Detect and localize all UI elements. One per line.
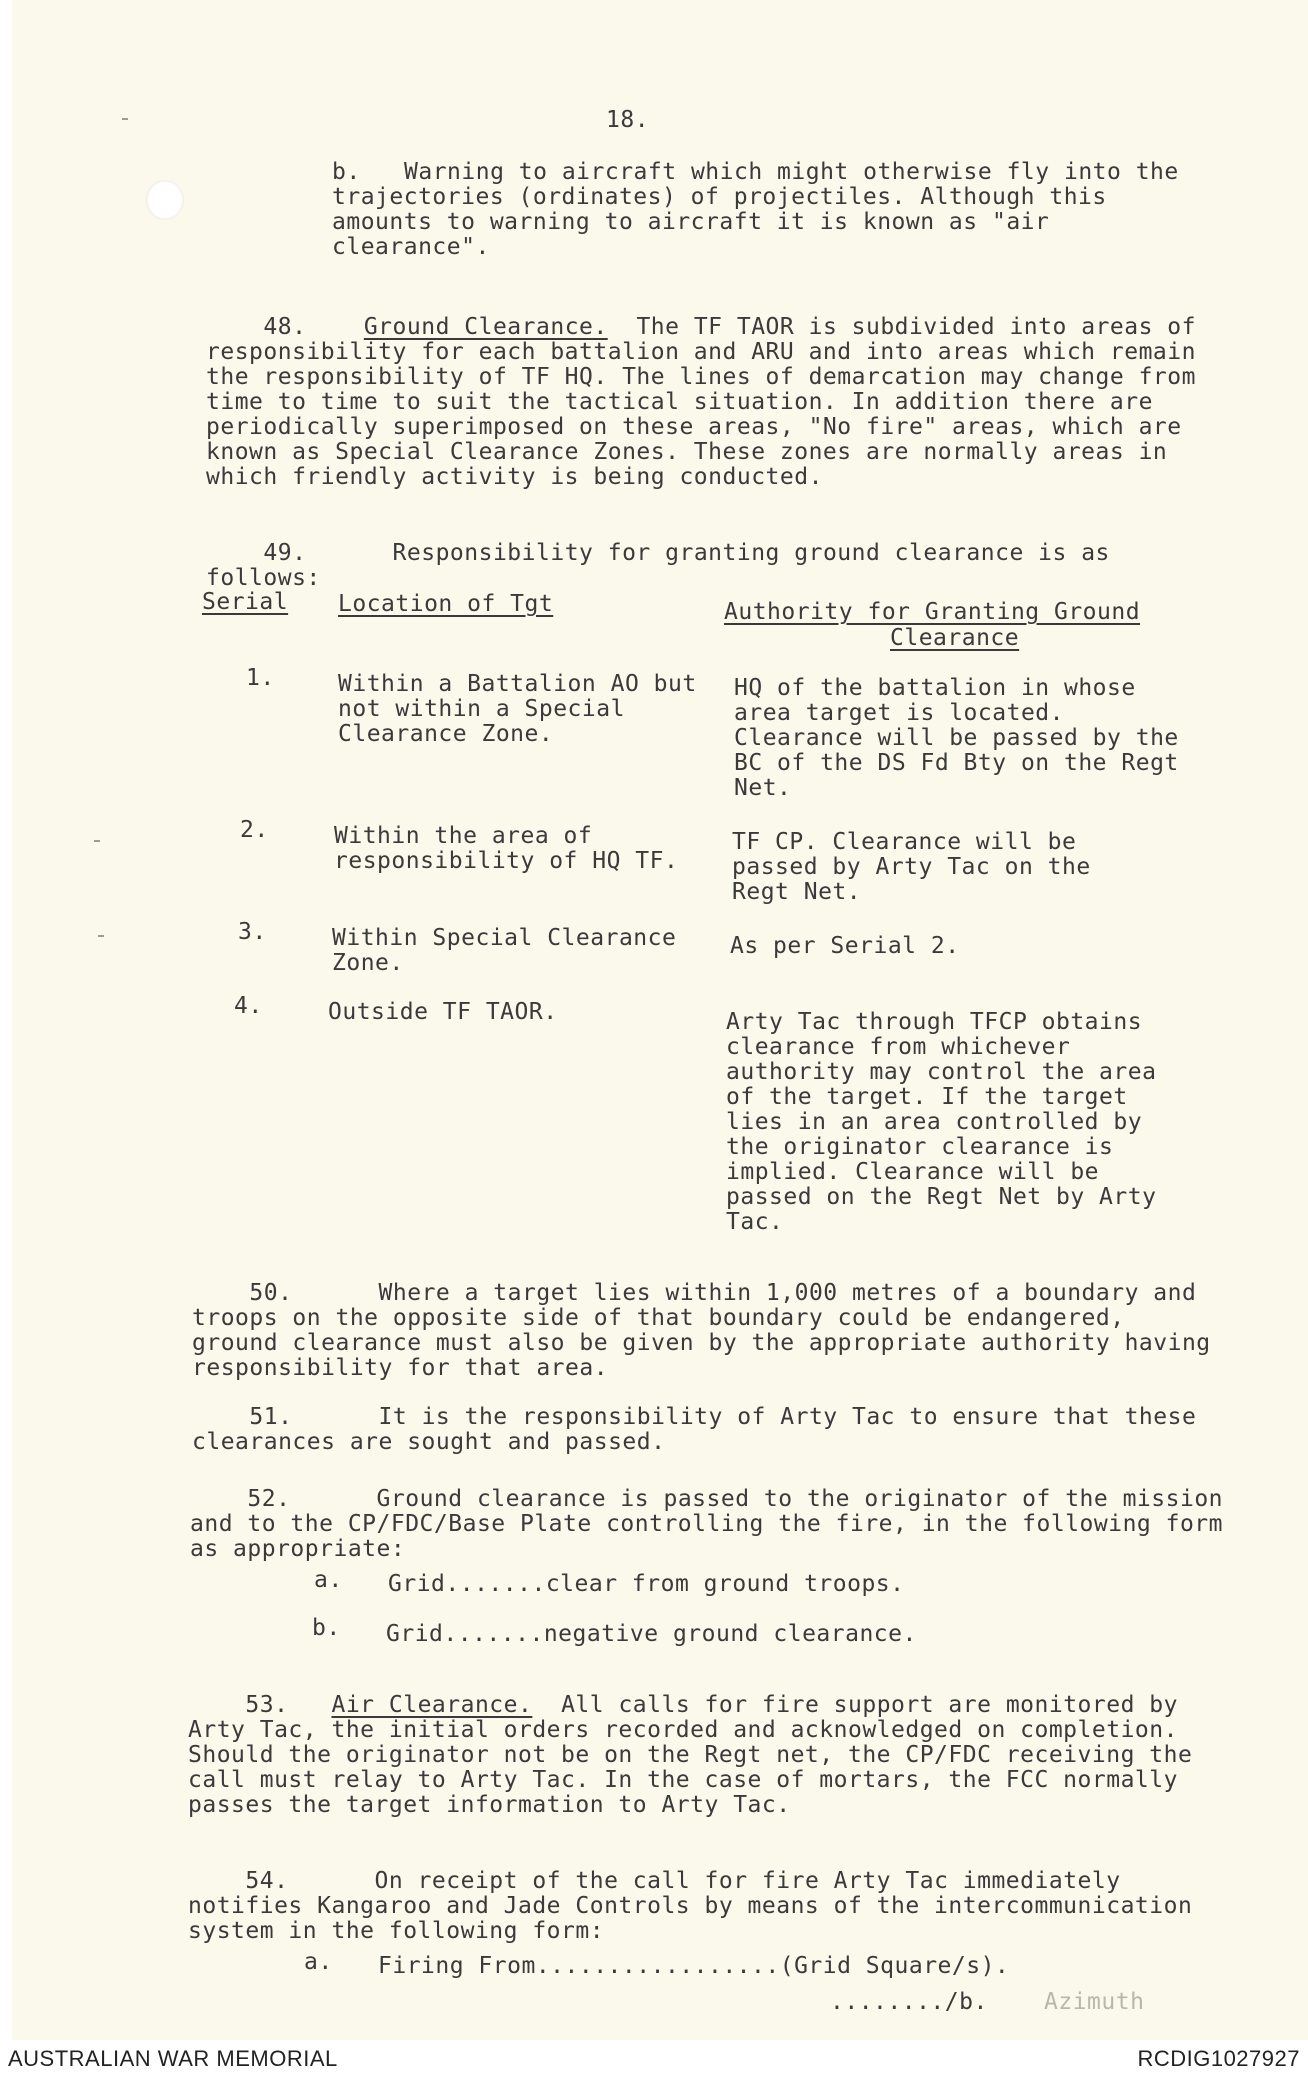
document-page xyxy=(12,0,1308,2040)
para-48-number: 48. xyxy=(263,314,307,340)
para-48 xyxy=(206,290,1216,515)
row-serial: 3. xyxy=(238,919,267,945)
para-50-text: Where a target lies within 1,000 metres of a boundary and troops on the opposite side of that boundary could be endangered, ground clearance must also be given by the appropriate authority having responsibility for that area. xyxy=(192,1280,1226,1381)
row-serial: 4. xyxy=(234,993,263,1019)
header-authority-2: Clearance xyxy=(890,625,1020,651)
page-mark xyxy=(122,118,128,120)
para-53-heading: Air Clearance. xyxy=(331,1692,533,1718)
row-location: Within a Battalion AO but not within a Special Clearance Zone. xyxy=(338,671,712,747)
para-52-text: Ground clearance is passed to the originator of the mission and to the CP/FDC/Base Plate controlling the fire, in the following form as appropriate: xyxy=(190,1486,1238,1562)
row-serial: 1. xyxy=(246,665,275,691)
footer-source: AUSTRALIAN WAR MEMORIAL xyxy=(8,2046,338,2071)
row-location: Outside TF TAOR. xyxy=(328,999,558,1025)
para-50-number: 50. xyxy=(249,1280,293,1306)
para-51-number: 51. xyxy=(249,1404,293,1430)
para-54 xyxy=(188,1844,1218,1969)
para-52-number: 52. xyxy=(247,1486,291,1512)
continuation-marker: ......../b. xyxy=(830,1989,988,2015)
para-54-item-a-label: a. xyxy=(304,1949,333,1975)
para-52-item-b: Grid.......negative ground clearance. xyxy=(386,1621,917,1647)
para-b-text: Warning to aircraft which might otherwise fly into the trajectories (ordinates) of projectiles. Although this amounts to warning to aircraft it is known as "air clearance". xyxy=(332,159,1194,260)
footer-id: RCDIG1027927 xyxy=(1137,2046,1300,2071)
para-52-item-b-label: b. xyxy=(312,1615,341,1641)
header-location: Location of Tgt xyxy=(338,591,554,617)
para-51-text: It is the responsibility of Arty Tac to ensure that these clearances are sought and passed. xyxy=(192,1404,1211,1455)
para-54-text: On receipt of the call for fire Arty Tac immediately notifies Kangaroo and Jade Controls by means of the intercommunication system in the following form: xyxy=(188,1868,1207,1944)
row-location: Within Special Clearance Zone. xyxy=(332,925,691,976)
page-number: 18. xyxy=(606,107,650,133)
row-location: Within the area of responsibility of HQ TF. xyxy=(334,823,679,874)
para-52-item-a-label: a. xyxy=(314,1567,343,1593)
header-serial: Serial xyxy=(202,589,289,615)
para-b-label: b. xyxy=(332,159,361,185)
para-54-number: 54. xyxy=(245,1868,289,1894)
para-54-item-a: Firing From.................(Grid Square/s). xyxy=(378,1953,1010,1979)
row-authority: Arty Tac through TFCP obtains clearance from whichever authority may control the area of the target. If the target lies in an area controlled by the originator clearance is implied. Clearance will be passed on the Regt Net by Arty Tac. xyxy=(726,1009,1171,1235)
row-authority: TF CP. Clearance will be passed by Arty Tac on the Regt Net. xyxy=(732,829,1106,905)
row-authority: HQ of the battalion in whose area target is located. Clearance will be passed by the BC of the DS Fd Bty on the Regt Net. xyxy=(734,675,1194,801)
row-serial: 2. xyxy=(240,817,269,843)
header-authority-1: Authority for Granting Ground xyxy=(724,599,1141,625)
faint-next-page-text: Azimuth xyxy=(1044,1989,1145,2015)
para-48-heading: Ground Clearance. xyxy=(363,314,608,340)
para-53-text: All calls for fire support are monitored by Arty Tac, the initial orders recorded and acknowledged on completion. Should the originator not be on the Regt net, the CP/FDC receiving the call must relay to Arty Tac. In the case of mortars, the FCC normally passes the target information to Arty Tac. xyxy=(188,1692,1207,1818)
para-48-text: The TF TAOR is subdivided into areas of responsibility for each battalion and ARU and into areas which remain the responsibility of TF HQ. The lines of demarcation may change from time to time to suit the tactical situation. In addition there are periodically superimposed on these areas, "No fire" areas, which are known as Special Clearance Zones. These zones are normally areas in which friendly activity is being conducted. xyxy=(206,314,1211,490)
para-49-number: 49. xyxy=(263,540,307,566)
para-53 xyxy=(188,1668,1228,1843)
para-49-text: Responsibility for granting ground clearance is as follows: xyxy=(206,540,1125,591)
page-mark xyxy=(94,840,100,842)
page-mark xyxy=(98,935,104,937)
para-53-number: 53. xyxy=(245,1692,289,1718)
para-52 xyxy=(190,1462,1238,1587)
para-52-item-a: Grid.......clear from ground troops. xyxy=(388,1571,905,1597)
row-authority: As per Serial 2. xyxy=(730,933,960,959)
punch-hole xyxy=(146,180,184,220)
